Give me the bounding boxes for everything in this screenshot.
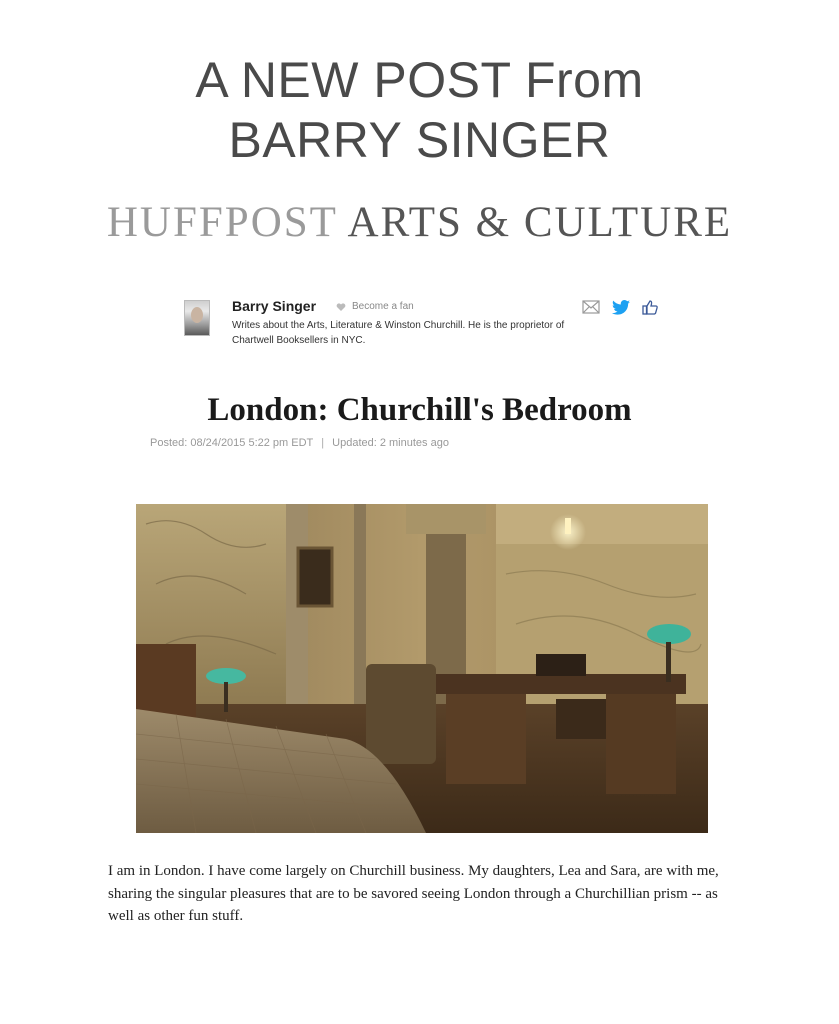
churchill-bedroom-photo xyxy=(136,504,708,833)
author-box xyxy=(184,298,664,358)
post-title[interactable]: London: Churchill's Bedroom xyxy=(207,392,632,428)
brand-section: ARTS & CULTURE xyxy=(347,199,733,246)
brand-huffpost: HUFFPOST xyxy=(106,199,338,246)
article-photo[interactable] xyxy=(136,504,708,833)
like-icon[interactable] xyxy=(642,300,658,315)
huffpost-brand-logo[interactable] xyxy=(0,198,839,247)
author-avatar[interactable] xyxy=(184,300,210,336)
headline-line-1: A NEW POST From xyxy=(195,52,644,108)
heart-icon xyxy=(336,302,346,312)
email-icon[interactable] xyxy=(582,300,600,314)
become-fan-link[interactable]: Become a fan xyxy=(352,301,414,312)
share-icons xyxy=(582,300,662,316)
posted-date: Posted: 08/24/2015 5:22 pm EDT xyxy=(150,437,314,449)
twitter-icon[interactable] xyxy=(612,300,630,315)
email-headline xyxy=(0,50,839,170)
meta-separator: | xyxy=(321,437,325,449)
updated-date: Updated: 2 minutes ago xyxy=(332,437,449,449)
author-name[interactable]: Barry Singer xyxy=(232,298,317,314)
author-bio: Writes about the Arts, Literature & Winston Churchill. He is the proprietor of Chartwell Booksellers in NYC. xyxy=(232,320,565,346)
headline-line-2: BARRY SINGER xyxy=(228,112,611,168)
post-meta xyxy=(150,437,449,449)
post-body-paragraph: I am in London. I have come largely on Churchill business. My daughters, Lea and Sara, are with me, sharing the singular pleasures that are to be savored seeing London through a Churchillian prism -- as well as other fun stuff. xyxy=(108,863,719,924)
